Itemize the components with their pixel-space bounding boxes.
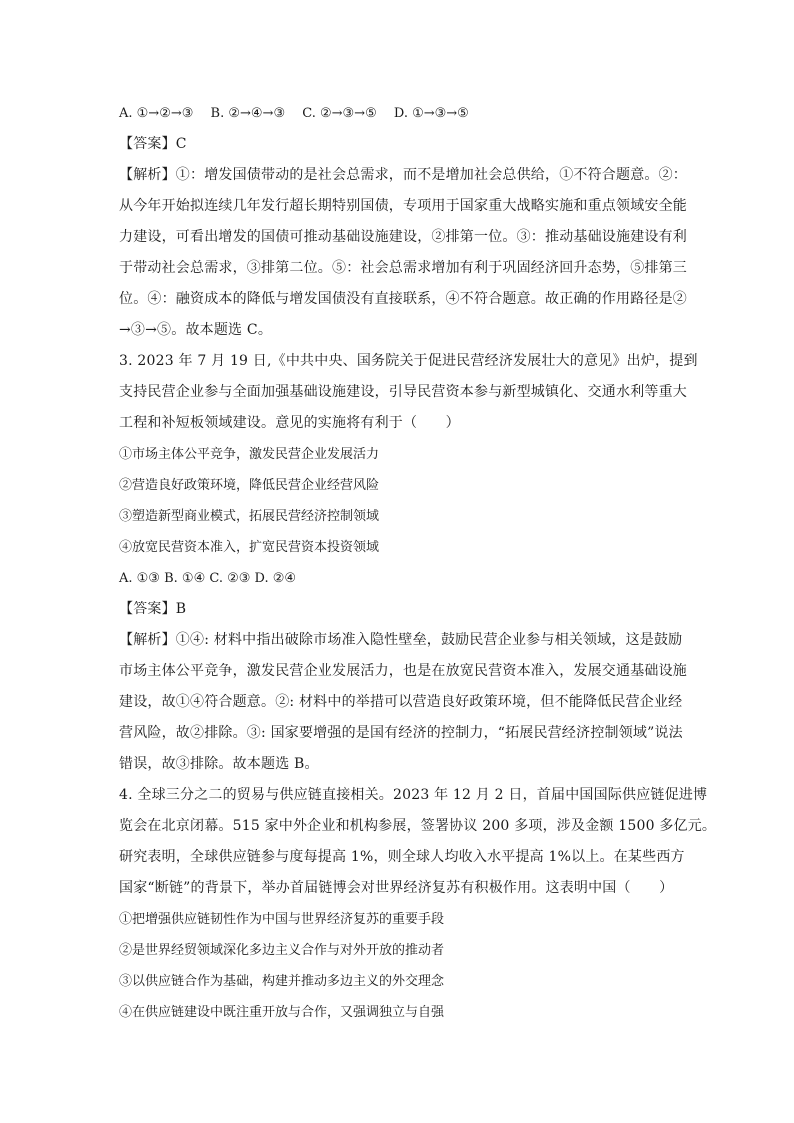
q3-stem-line: 工程和补短板领域建设。意见的实施将有利于（ ）	[119, 415, 460, 431]
q3-analysis-line: 营风险，故②排除。③: 国家要增强的是国有经济的控制力，“拓展民营经济控制领域”说法	[119, 725, 683, 741]
q3-analysis-line: 市场主体公平竞争，激发民营企业发展活力，也是在放宽民营资本准入，发展交通基础设施	[119, 663, 687, 679]
q3-choice: ②营造良好政策环境，降低民营企业经营风险	[119, 478, 380, 493]
q3-stem-line: 支持民营企业参与全面加强基础设施建设，引导民营资本参与新型城镇化、交通水利等重大	[119, 384, 687, 400]
q4-stem-line: 4. 全球三分之二的贸易与供应链直接相关。2023 年 12 月 2 日，首届中国国际供应链促进博	[119, 787, 708, 803]
q4-stem-line: 览会在北京闭幕。515 家中外企业和机构参展，签署协议 200 多项，涉及金额 1500 多亿元。	[119, 818, 717, 834]
q3-analysis-line: 错误，故③排除。故本题选 B。	[119, 756, 319, 772]
q4-stem-line: 研究表明，全球供应链参与度每提高 1%，则全球人均收入水平提高 1%以上。在某些西方	[119, 849, 685, 865]
q2-analysis-line: 【解析】①：增发国债带动的是社会总需求，而不是增加社会总供给，①不符合题意。②：	[119, 167, 687, 183]
q4-choice: ①把增强供应链韧性作为中国与世界经济复苏的重要手段	[119, 912, 445, 927]
q4-choice: ④在供应链建设中既注重开放与合作，又强调独立与自强	[119, 1005, 445, 1020]
q3-choice: ④放宽民营资本准入，扩宽民营资本投资领域	[119, 540, 380, 555]
q4-stem-line: 国家“断链”的背景下，举办首届链博会对世界经济复苏有积极作用。这表明中国（ ）	[119, 880, 674, 896]
q4-choice: ③以供应链合作为基础，构建并推动多边主义的外交理念	[119, 974, 445, 989]
q3-analysis-line: 【解析】①④: 材料中指出破除市场准入隐性壁垒，鼓励民营企业参与相关领域，这是鼓励	[119, 632, 683, 648]
q2-analysis-line: 于带动社会总需求，③排第二位。⑤：社会总需求增加有利于巩固经济回升态势，⑤排第三	[119, 260, 687, 276]
q3-stem-line: 3. 2023 年 7 月 19 日,《中共中央、国务院关于促进民营经济发展壮大的意见》出炉，提到	[119, 353, 698, 369]
q2-analysis-line: 力建设，可看出增发的国债可推动基础设施建设，②排第一位。③：推动基础设施建设有利	[119, 229, 687, 245]
q2-analysis-line: 从今年开始拟连续几年发行超长期特别国债，专项用于国家重大战略实施和重点领域安全能	[119, 198, 687, 214]
q2-options: A. ①→②→③ B. ②→④→③ C. ②→③→⑤ D. ①→③→⑤	[119, 106, 469, 121]
q2-analysis-line: →③→⑤。故本题选 C。	[119, 322, 273, 338]
q4-choice: ②是世界经贸领域深化多边主义合作与对外开放的推动者	[119, 943, 445, 958]
document-content	[119, 98, 717, 1028]
q3-choice: ③塑造新型商业模式，拓展民营经济控制领域	[119, 509, 380, 524]
q3-options: A. ①③ B. ①④ C. ②③ D. ②④	[119, 571, 297, 586]
q3-analysis-line: 建设，故①④符合题意。②: 材料中的举措可以营造良好政策环境，但不能降低民营企业经	[119, 694, 683, 710]
q3-answer: 【答案】B	[119, 601, 187, 617]
q3-choice: ①市场主体公平竞争，激发民营企业发展活力	[119, 447, 380, 462]
q2-answer: 【答案】C	[119, 136, 187, 152]
q2-analysis-line: 位。④：融资成本的降低与增发国债没有直接联系，④不符合题意。故正确的作用路径是②	[119, 291, 687, 307]
